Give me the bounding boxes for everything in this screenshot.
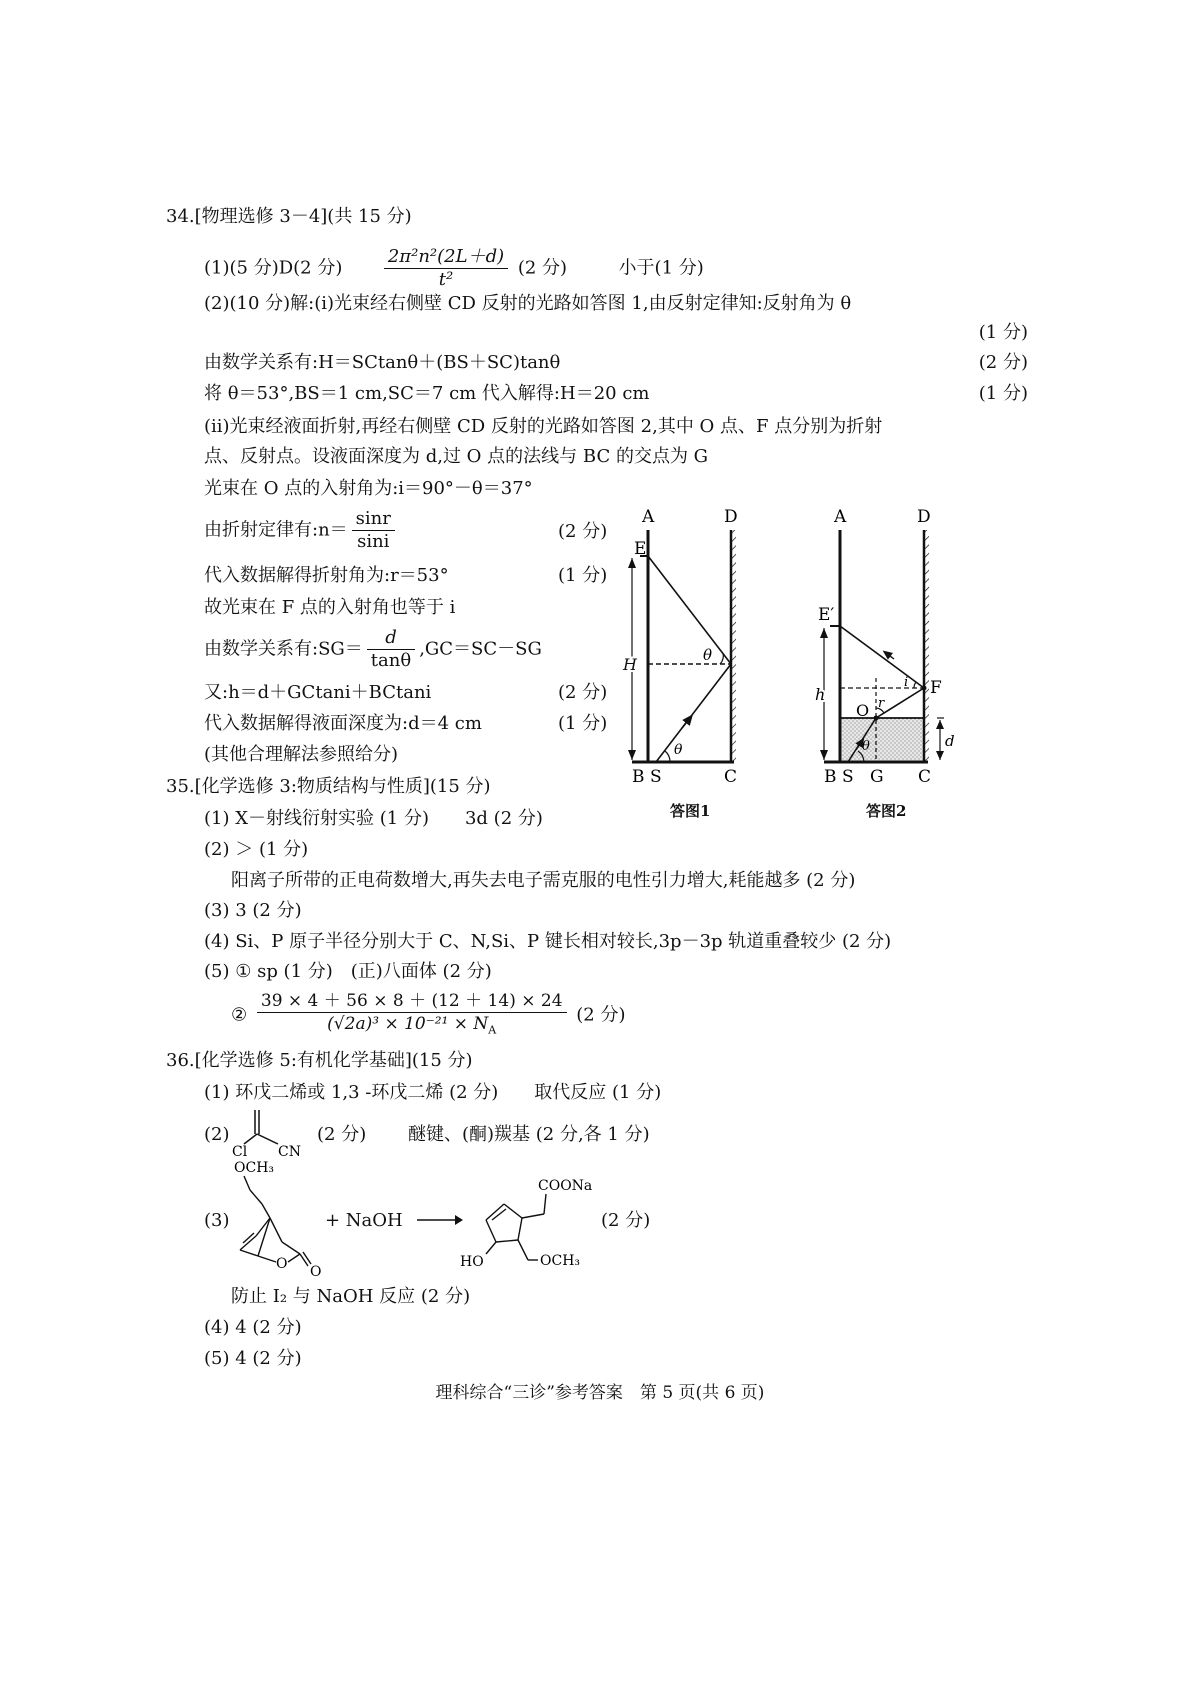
q35-answer-5-2 [231, 990, 625, 1041]
denominator-main: (√2a)³ × 10⁻²¹ × N [327, 1014, 489, 1034]
q34-p2-line12: 代入数据解得液面深度为:d＝4 cm [204, 713, 482, 734]
q34-p2-line10 [204, 627, 542, 672]
q34-p2-line2: 由数学关系有:H＝SCtanθ＋(BS＋SC)tanθ [204, 352, 561, 373]
label-a: A [642, 507, 655, 527]
q34-p2-line9: 故光束在 F 点的入射角也等于 i [204, 597, 456, 618]
label-theta-top: θ [703, 646, 713, 664]
bicyclic-lactone-structure [228, 1158, 338, 1278]
answer-5-2-marker: ② [231, 1004, 248, 1026]
label-d-depth: d [945, 732, 955, 750]
q36-answer-2-prefix: (2) [204, 1124, 230, 1145]
page-footer: 理科综合“三诊”参考答案 第 5 页(共 6 页) [435, 1383, 765, 1403]
theta-arc-1 [665, 751, 670, 762]
q34-p2-line1-score: (1 分) [978, 322, 1028, 343]
q36-answer-3-note: 防止 I₂ 与 NaOH 反应 (2 分) [231, 1286, 471, 1307]
label-r: r [878, 696, 885, 711]
label-d: D [917, 507, 931, 527]
ray-arrow [682, 718, 690, 728]
q36-answer-1: (1) 环戊二烯或 1,3 -环戊二烯 (2 分) 取代反应 (1 分) [204, 1082, 662, 1103]
line7-prefix: 由折射定律有:n＝ [204, 519, 348, 541]
label-d: D [724, 507, 738, 527]
i-arc [914, 682, 916, 688]
fraction-denominator: t² [438, 269, 454, 290]
q34-p2-line11: 又:h＝d＋GCtani＋BCtani [204, 682, 432, 703]
answer-5-2-score: (2 分) [576, 1004, 626, 1026]
q36-answer-3-score: (2 分) [601, 1210, 651, 1231]
density-fraction [257, 990, 567, 1041]
q36-answer-5: (5) 4 (2 分) [204, 1348, 302, 1369]
q36-answer-2-tail: 醚键、(酮)羰基 (2 分,各 1 分) [408, 1124, 650, 1145]
label-c: C [918, 767, 932, 787]
incident-ray [656, 664, 731, 762]
q34-p2-line2-score: (2 分) [978, 352, 1028, 373]
line10-prefix: 由数学关系有:SG＝ [204, 638, 363, 660]
fraction-numerator: 2π²n²(2L＋d) [384, 246, 508, 269]
q35-header: 35.[化学选修 3:物质结构与性质](15 分) [166, 776, 491, 797]
q34-part1-fraction [384, 246, 508, 291]
label-cn: CN [278, 1144, 301, 1160]
label-h: H [623, 655, 637, 674]
q36-answer-4: (4) 4 (2 分) [204, 1317, 302, 1338]
q34-p2-line4: (ii)光束经液面折射,再经右侧壁 CD 反射的光路如答图 2,其中 O 点、F 点分别为折射 [204, 416, 883, 437]
label-theta: θ [862, 739, 870, 754]
q34-p2-line7 [204, 508, 399, 553]
q34-part1-tail: 小于(1 分) [618, 257, 704, 279]
answer-figure-2 [812, 500, 977, 790]
label-h: h [815, 685, 826, 704]
q35-answer-4: (4) Si、P 原子半径分别大于 C、N,Si、P 键长相对较长,3p－3p 轨道重叠较少 (2 分) [204, 931, 892, 952]
reflected-ray [648, 556, 731, 664]
q34-part1-score: (2 分) [517, 257, 568, 279]
label-theta-bottom: θ [674, 742, 683, 758]
q36-answer-3-prefix: (3) [204, 1210, 230, 1231]
label-och3-product: OCH₃ [540, 1253, 581, 1269]
label-f: F [930, 678, 942, 698]
label-a: A [834, 507, 847, 527]
label-carbonyl-o: O [310, 1264, 322, 1278]
q35-answer-2: (2) ＞ (1 分) [204, 839, 309, 860]
theta-arc-2 [720, 653, 723, 664]
structure-svg [228, 1158, 338, 1278]
label-s: S [650, 767, 662, 787]
q34-header: 34.[物理选修 3－4](共 15 分) [166, 206, 412, 227]
point-o [874, 716, 879, 721]
chloroacrylonitrile-structure [228, 1108, 318, 1160]
q35-answer-3: (3) 3 (2 分) [204, 900, 302, 921]
denominator-subscript: A [488, 1023, 497, 1037]
figure-2-caption: 答图2 [866, 802, 907, 820]
q35-answer-1: (1) X－射线衍射实验 (1 分) 3d (2 分) [204, 808, 543, 829]
label-och3-reactant: OCH₃ [234, 1160, 275, 1176]
q34-p2-line7-score: (2 分) [558, 521, 608, 542]
q34-p2-line3-score: (1 分) [978, 383, 1028, 404]
q34-part1-prefix: (1)(5 分)D(2 分) [204, 257, 343, 279]
q34-p2-line5: 点、反射点。设液面深度为 d,过 O 点的法线与 BC 的交点为 G [204, 446, 709, 467]
figure-1-svg [620, 500, 780, 790]
label-c: C [724, 767, 738, 787]
structure-svg [456, 1168, 606, 1278]
reflected-ray [840, 626, 924, 688]
fraction-denominator: tanθ [370, 650, 412, 671]
fraction-numerator: d [367, 627, 415, 650]
label-e-prime: E′ [818, 605, 835, 625]
label-g: G [870, 767, 884, 787]
label-ring-o: O [276, 1256, 288, 1272]
label-b: B [824, 767, 837, 787]
label-b: B [632, 767, 645, 787]
label-i: i [904, 675, 909, 690]
q34-p2-line6: 光束在 O 点的入射角为:i＝90°－θ＝37° [204, 478, 533, 499]
q36-answer-3-reagent: + NaOH [325, 1210, 403, 1231]
cyclopentene-product-structure [456, 1168, 606, 1278]
answer-figure-1 [620, 500, 780, 790]
q34-part1 [204, 246, 704, 291]
label-coona: COONa [538, 1178, 593, 1194]
figure-1-caption: 答图1 [670, 802, 711, 820]
structure-svg [228, 1108, 318, 1160]
label-o: O [856, 701, 870, 720]
sg-fraction [367, 627, 415, 672]
point-f [922, 686, 927, 691]
fraction-numerator: 39 × 4 ＋ 56 × 8 ＋ (12 ＋ 14) × 24 [257, 990, 567, 1013]
q35-answer-2-detail: 阳离子所带的正电荷数增大,再失去电子需克服的电性引力增大,耗能越多 (2 分) [231, 870, 856, 891]
q36-answer-2-score: (2 分) [317, 1124, 367, 1145]
line10-suffix: ,GC＝SC－SG [419, 638, 542, 660]
label-ho: HO [460, 1254, 484, 1270]
figure-2-svg [812, 500, 977, 790]
label-cl: Cl [232, 1144, 248, 1160]
q36-header: 36.[化学选修 5:有机化学基础](15 分) [166, 1050, 473, 1071]
q34-p2-line12-score: (1 分) [558, 713, 608, 734]
q35-answer-5: (5) ① sp (1 分) (正)八面体 (2 分) [204, 961, 492, 982]
q34-p2-line13: (其他合理解法参照给分) [204, 744, 399, 765]
label-e: E [634, 539, 647, 559]
q34-p2-line8-score: (1 分) [558, 565, 608, 586]
ray-arrow-1 [886, 653, 894, 659]
q34-p2-line1: (2)(10 分)解:(i)光束经右侧壁 CD 反射的光路如答图 1,由反射定律知:反射角为 θ [204, 293, 852, 314]
label-s: S [842, 767, 854, 787]
q34-p2-line3: 将 θ＝53°,BS＝1 cm,SC＝7 cm 代入解得:H＝20 cm [204, 383, 650, 404]
refraction-fraction [352, 508, 395, 553]
fraction-numerator: sinr [352, 508, 395, 531]
fraction-denominator: sini [357, 531, 390, 552]
fraction-denominator [257, 1013, 567, 1041]
q34-p2-line11-score: (2 分) [558, 682, 608, 703]
q34-p2-line8: 代入数据解得折射角为:r＝53° [204, 565, 449, 586]
